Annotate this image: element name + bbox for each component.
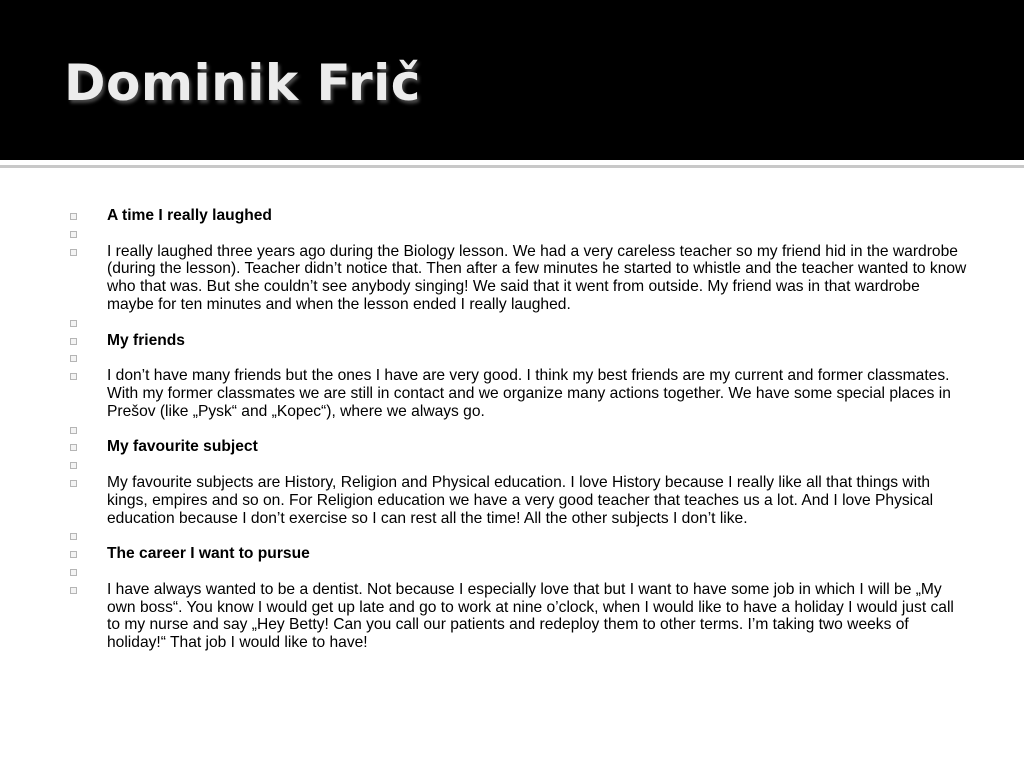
section-heading: My favourite subject — [107, 438, 258, 456]
section-heading: A time I really laughed — [107, 207, 272, 224]
paragraph-text: My favourite subjects are History, Religion and Physical education. I love History because I really like all that things with kings, empires and so on. For Religion education we have a very good teacher that teaches us a lot. And I love Physical education because I don’t exercise so I can rest all the time! All the other subjects I don’t like. — [107, 473, 934, 527]
bullet-icon — [70, 551, 77, 558]
paragraph-text: I have always wanted to be a dentist. Not because I especially love that but I want to have some job in which I will be „My own boss“. You know I would get up late and go to work at nine o’clock, when I would like to have a holiday I would just call to my nurse and say „Hey Betty! Can you call our patients and redeploy them to other terms. I’m taking two weeks of holiday!“ That job I would like to have! — [107, 580, 954, 652]
list-item — [70, 225, 970, 243]
list-item — [70, 207, 970, 225]
bullet-icon — [70, 444, 77, 451]
title-divider — [0, 165, 1024, 168]
bullet-icon — [70, 462, 77, 469]
list-item — [70, 563, 970, 581]
title-band — [0, 0, 1024, 160]
bullet-icon — [70, 569, 77, 576]
list-item — [70, 438, 970, 456]
bullet-icon — [70, 355, 77, 362]
section-heading: The career I want to pursue — [107, 545, 310, 563]
bullet-icon — [70, 427, 77, 434]
slide-title: Dominik Frič — [64, 54, 421, 112]
bullet-icon — [70, 533, 77, 540]
list-item — [70, 545, 970, 563]
list-item — [70, 367, 970, 420]
list-item — [70, 332, 970, 350]
bullet-list — [70, 207, 970, 652]
bullet-icon — [70, 231, 77, 238]
list-item — [70, 243, 970, 314]
list-item — [70, 527, 970, 545]
bullet-icon — [70, 338, 77, 345]
section-heading: My friends — [107, 331, 185, 349]
paragraph-text: I really laughed three years ago during the Biology lesson. We had a very careless teacher so my friend hid in the wardrobe (during the lesson). Teacher didn’t notice that. Then after a few minutes he started to whistle and the teacher wanted to know who that was. But she couldn’t see anybody singing! We said that it went from outside. My friend was in that wardrobe maybe for ten minutes and when the lesson ended I really laughed. — [107, 242, 967, 313]
bullet-icon — [70, 320, 77, 327]
list-item — [70, 474, 970, 527]
bullet-icon — [70, 587, 77, 594]
list-item — [70, 314, 970, 332]
list-item — [70, 581, 970, 652]
bullet-icon — [70, 213, 77, 220]
bullet-icon — [70, 480, 77, 487]
bullet-icon — [70, 373, 77, 380]
list-item — [70, 421, 970, 439]
bullet-icon — [70, 249, 77, 256]
list-item — [70, 456, 970, 474]
list-item — [70, 349, 970, 367]
paragraph-text: I don’t have many friends but the ones I have are very good. I think my best friends are my current and former classmates. With my former classmates we are still in contact and we organize many actions together. We have some special places in Prešov (like „Pysk“ and „Kopec“), where we always go. — [107, 367, 951, 420]
